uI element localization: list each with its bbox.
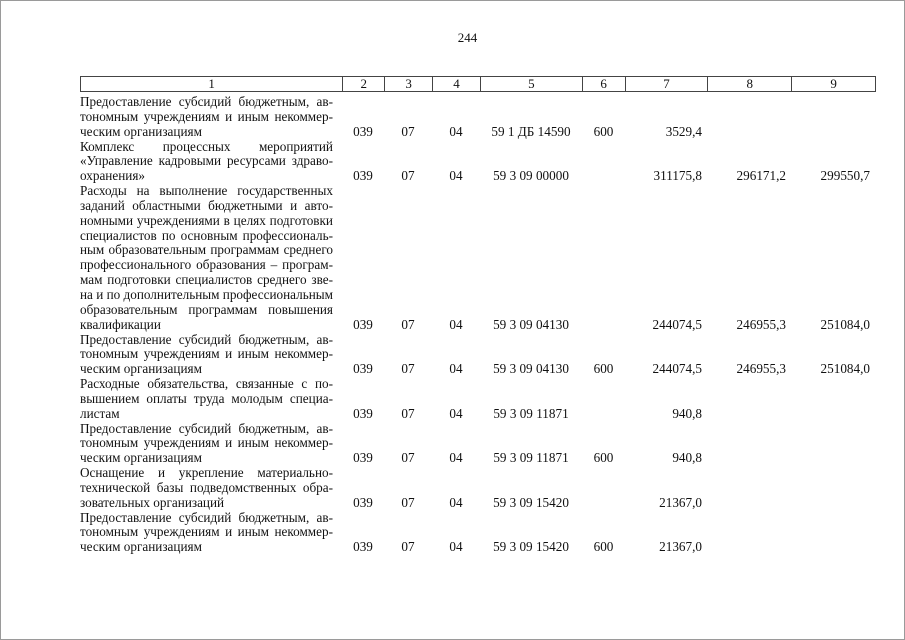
description-line: Предоставление субсидий бюджетным, ав- xyxy=(80,331,333,347)
section-code: 07 xyxy=(401,168,415,184)
description-line: технической базы подведомственных обра- xyxy=(80,479,333,495)
target-article: 59 3 09 15420 xyxy=(493,539,569,555)
amount-year-1: 21367,0 xyxy=(659,539,702,555)
target-article: 59 3 09 04130 xyxy=(493,316,569,332)
description-line: профессионального образования – програм- xyxy=(80,257,333,273)
section-code: 07 xyxy=(401,405,415,421)
target-article: 59 3 09 00000 xyxy=(493,168,569,184)
amount-year-2: 246955,3 xyxy=(736,361,786,377)
description-line: на и по дополнительным профессиональным xyxy=(80,286,333,302)
ministry-code: 039 xyxy=(353,168,373,184)
header-col-9: 9 xyxy=(791,77,875,91)
subsection-code: 04 xyxy=(449,539,463,555)
description-line: Предоставление субсидий бюджетным, ав- xyxy=(80,509,333,525)
amount-year-2: 246955,3 xyxy=(736,316,786,332)
amount-year-1: 940,8 xyxy=(672,450,702,466)
description-line: Расходы на выполнение государственных xyxy=(80,183,333,199)
table-row xyxy=(80,377,876,422)
description-line: Расходные обязательства, связанные с по- xyxy=(80,376,333,392)
row-description xyxy=(80,377,333,422)
expense-type: 600 xyxy=(593,539,614,555)
row-description xyxy=(80,511,333,556)
description-line: Предоставление субсидий бюджетным, ав- xyxy=(80,94,333,109)
row-description xyxy=(80,140,333,185)
subsection-code: 04 xyxy=(449,168,463,184)
row-description xyxy=(80,184,333,332)
description-line: охранения» xyxy=(80,168,145,184)
table-row xyxy=(80,511,876,556)
section-code: 07 xyxy=(401,361,415,377)
subsection-code: 04 xyxy=(449,361,463,377)
description-line: образовательным программам повышения xyxy=(80,301,333,317)
row-description xyxy=(80,333,333,378)
amount-year-1: 21367,0 xyxy=(659,494,702,510)
section-code: 07 xyxy=(401,450,415,466)
amount-year-3: 251084,0 xyxy=(820,361,870,377)
description-line: номными учреждениями в целях подготовки xyxy=(80,212,333,228)
target-article: 59 3 09 11871 xyxy=(493,450,569,466)
description-line: мам подготовки специалистов среднего зве- xyxy=(80,272,333,288)
table-body xyxy=(80,92,876,555)
amount-year-3: 299550,7 xyxy=(820,168,870,184)
header-col-7: 7 xyxy=(625,77,708,91)
description-line: тономным учреждениям и иным некоммер- xyxy=(80,524,333,540)
row-description xyxy=(80,422,333,467)
row-description xyxy=(80,95,333,140)
amount-year-2: 296171,2 xyxy=(736,168,786,184)
ministry-code: 039 xyxy=(353,494,373,510)
description-line: специалистов по основным профессиональ- xyxy=(80,227,333,243)
subsection-code: 04 xyxy=(449,405,463,421)
expense-type: 600 xyxy=(593,450,614,466)
expense-type: 600 xyxy=(593,361,614,377)
description-line: ческим организациям xyxy=(80,123,202,139)
table-row xyxy=(80,140,876,185)
ministry-code: 039 xyxy=(353,361,373,377)
table-row xyxy=(80,333,876,378)
description-line: ным образовательным программам среднего xyxy=(80,242,333,258)
header-col-6: 6 xyxy=(582,77,625,91)
section-code: 07 xyxy=(401,494,415,510)
subsection-code: 04 xyxy=(449,450,463,466)
target-article: 59 1 ДБ 14590 xyxy=(491,123,571,139)
description-line: тономным учреждениям и иным некоммер- xyxy=(80,346,333,362)
description-line: Оснащение и укрепление материально- xyxy=(80,465,333,481)
header-col-4: 4 xyxy=(432,77,480,91)
description-line: зовательных организаций xyxy=(80,494,225,510)
description-line: квалификации xyxy=(80,316,161,332)
description-line: заданий областными бюджетными и авто- xyxy=(80,197,333,213)
description-line: листам xyxy=(80,405,120,421)
description-line: вышением оплаты труда молодым специа- xyxy=(80,390,333,406)
target-article: 59 3 09 04130 xyxy=(493,361,569,377)
expense-type: 600 xyxy=(593,123,614,139)
header-col-8: 8 xyxy=(707,77,791,91)
amount-year-1: 940,8 xyxy=(672,405,702,421)
table-row xyxy=(80,466,876,511)
amount-year-1: 244074,5 xyxy=(652,361,702,377)
ministry-code: 039 xyxy=(353,450,373,466)
header-col-1: 1 xyxy=(208,76,215,91)
ministry-code: 039 xyxy=(353,539,373,555)
section-code: 07 xyxy=(401,539,415,555)
description-line: ческим организациям xyxy=(80,450,202,466)
description-line: ческим организациям xyxy=(80,539,202,555)
amount-year-1: 311175,8 xyxy=(653,168,702,184)
description-line: Предоставление субсидий бюджетным, ав- xyxy=(80,420,333,436)
description-line: Комплекс процессных мероприятий xyxy=(80,138,333,154)
description-line: тономным учреждениям и иным некоммер- xyxy=(80,108,333,124)
table-row xyxy=(80,95,876,140)
amount-year-1: 3529,4 xyxy=(665,123,702,139)
ministry-code: 039 xyxy=(353,316,373,332)
header-col-2: 2 xyxy=(342,77,384,91)
table-row xyxy=(80,184,876,332)
description-line: тономным учреждениям и иным некоммер- xyxy=(80,435,333,451)
target-article: 59 3 09 15420 xyxy=(493,494,569,510)
amount-year-3: 251084,0 xyxy=(820,316,870,332)
subsection-code: 04 xyxy=(449,123,463,139)
budget-table xyxy=(80,76,876,555)
subsection-code: 04 xyxy=(449,316,463,332)
section-code: 07 xyxy=(401,316,415,332)
subsection-code: 04 xyxy=(449,494,463,510)
description-line: «Управление кадровыми ресурсами здраво- xyxy=(80,153,333,169)
ministry-code: 039 xyxy=(353,123,373,139)
amount-year-1: 244074,5 xyxy=(652,316,702,332)
section-code: 07 xyxy=(401,123,415,139)
header-col-3: 3 xyxy=(384,77,432,91)
description-line: ческим организациям xyxy=(80,361,202,377)
ministry-code: 039 xyxy=(353,405,373,421)
target-article: 59 3 09 11871 xyxy=(493,405,569,421)
table-row xyxy=(80,422,876,467)
table-header-row xyxy=(80,76,876,92)
row-description xyxy=(80,466,333,511)
page-number: 244 xyxy=(457,30,478,45)
header-col-5: 5 xyxy=(480,77,582,91)
